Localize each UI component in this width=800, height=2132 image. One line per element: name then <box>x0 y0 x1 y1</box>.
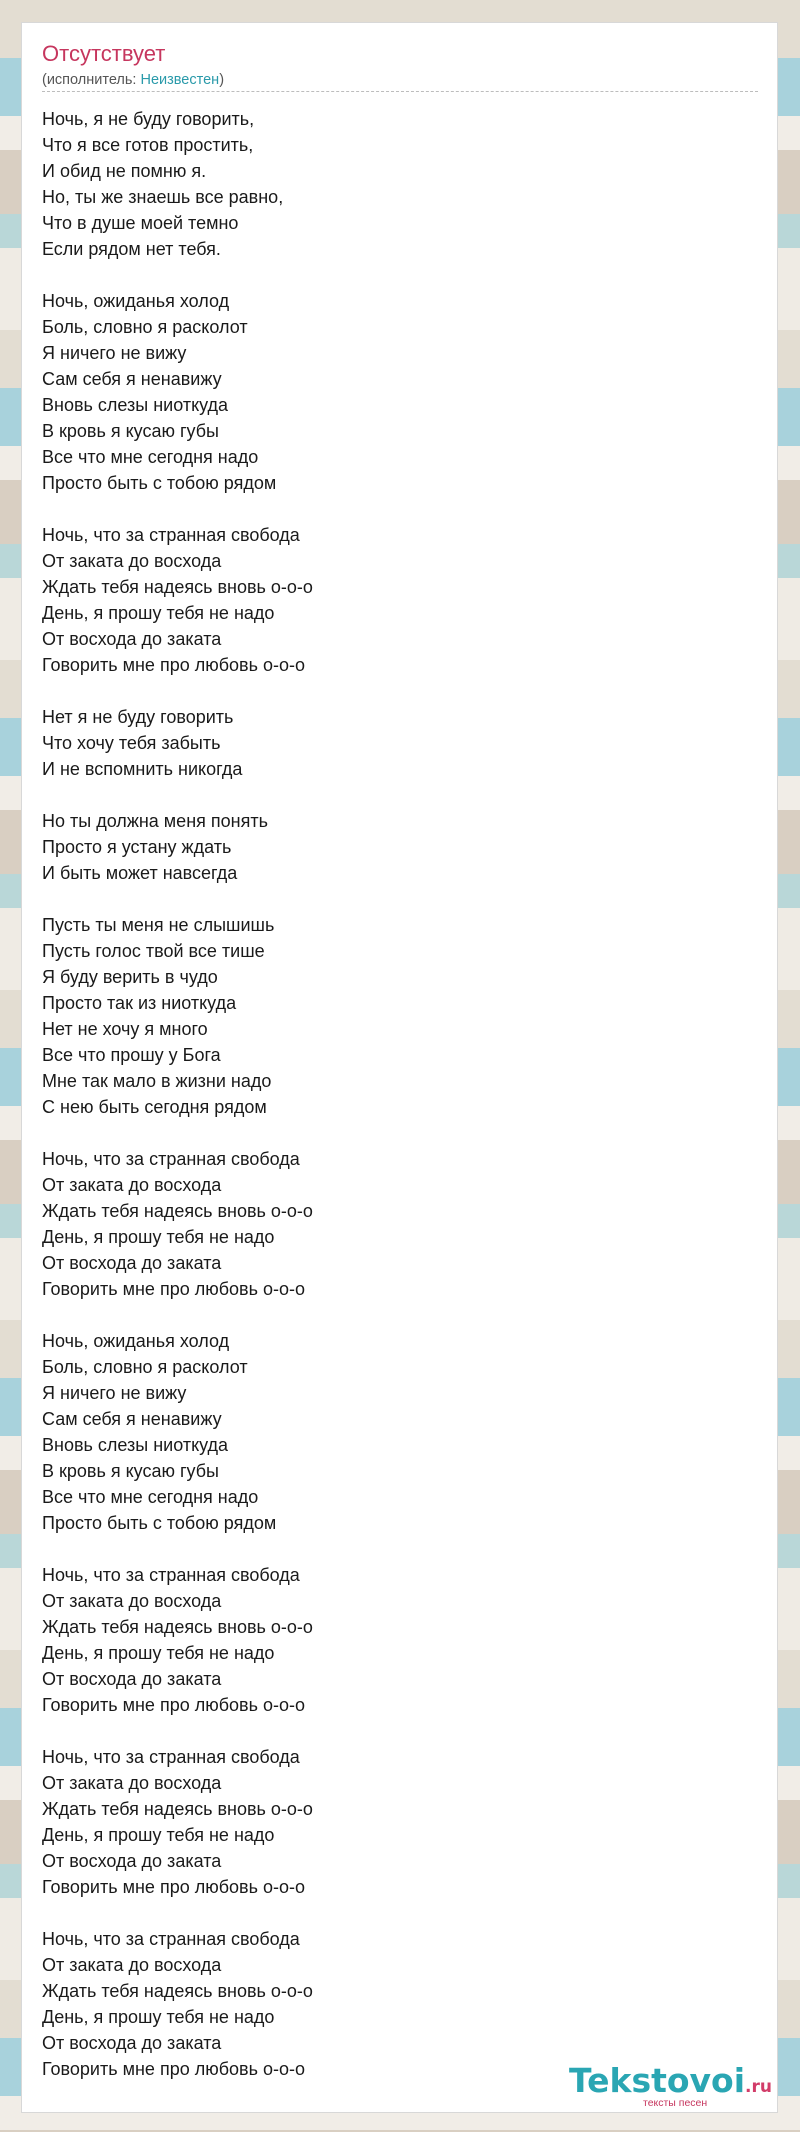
lyrics-line: Ночь, что за странная свобода <box>42 1929 300 1949</box>
lyrics-line: Ночь, что за странная свобода <box>42 1149 300 1169</box>
lyrics-line: Боль, словно я расколот <box>42 317 248 337</box>
lyrics-line: Сам себя я ненавижу <box>42 369 222 389</box>
lyrics-line: Ждать тебя надеясь вновь о-о-о <box>42 577 313 597</box>
lyrics-stanza <box>42 1328 758 1536</box>
lyrics-line: День, я прошу тебя не надо <box>42 1643 275 1663</box>
lyrics-line: Все что мне сегодня надо <box>42 1487 259 1507</box>
lyrics-line: От заката до восхода <box>42 551 222 571</box>
artist-link[interactable]: Неизвестен <box>140 72 220 88</box>
lyrics-stanza <box>42 808 758 886</box>
lyrics-line: День, я прошу тебя не надо <box>42 1825 275 1845</box>
lyrics-line: И не вспомнить никогда <box>42 759 243 779</box>
lyrics-line: От восхода до заката <box>42 1253 222 1273</box>
lyrics-stanza <box>42 1926 758 2082</box>
lyrics-line: День, я прошу тебя не надо <box>42 603 275 623</box>
lyrics-line: Говорить мне про любовь о-о-о <box>42 655 305 675</box>
lyrics-card <box>21 22 778 2113</box>
lyrics-line: От восхода до заката <box>42 2033 222 2053</box>
lyrics-line: Я ничего не вижу <box>42 343 187 363</box>
lyrics-line: Я ничего не вижу <box>42 1383 187 1403</box>
song-title: Отсутствует <box>42 41 166 66</box>
lyrics-line: От восхода до заката <box>42 1851 222 1871</box>
lyrics-line: И быть может навсегда <box>42 863 238 883</box>
lyrics-line: Ночь, что за странная свобода <box>42 1565 300 1585</box>
lyrics-line: Пусть ты меня не слышишь <box>42 915 275 935</box>
lyrics-line: Просто так из ниоткуда <box>42 993 237 1013</box>
lyrics-line: Вновь слезы ниоткуда <box>42 395 229 415</box>
lyrics-line: Я буду верить в чудо <box>42 967 218 987</box>
lyrics-line: От заката до восхода <box>42 1591 222 1611</box>
lyrics-line: Что в душе моей темно <box>42 213 239 233</box>
lyrics-line: Но ты должна меня понять <box>42 811 268 831</box>
logo-main-text: Tekstovoi <box>569 2061 746 2100</box>
lyrics-line: Говорить мне про любовь о-о-о <box>42 1695 305 1715</box>
lyrics-line: Говорить мне про любовь о-о-о <box>42 1877 305 1897</box>
lyrics-line: Нет я не буду говорить <box>42 707 234 727</box>
lyrics-line: Боль, словно я расколот <box>42 1357 248 1377</box>
lyrics-line: Сам себя я ненавижу <box>42 1409 222 1429</box>
lyrics-line: От заката до восхода <box>42 1955 222 1975</box>
lyrics-line: Все что прошу у Бога <box>42 1045 221 1065</box>
lyrics-line: Нет не хочу я много <box>42 1019 208 1039</box>
lyrics-line: В кровь я кусаю губы <box>42 1461 219 1481</box>
lyrics-line: Ночь, что за странная свобода <box>42 525 300 545</box>
lyrics-stanza <box>42 1744 758 1900</box>
lyrics-line: Что хочу тебя забыть <box>42 733 221 753</box>
lyrics-line: Говорить мне про любовь о-о-о <box>42 1279 305 1299</box>
lyrics-line: И обид не помню я. <box>42 161 207 181</box>
lyrics-stanza <box>42 106 758 262</box>
lyrics-line: День, я прошу тебя не надо <box>42 1227 275 1247</box>
lyrics-line: Ждать тебя надеясь вновь о-о-о <box>42 1981 313 2001</box>
lyrics-line: День, я прошу тебя не надо <box>42 2007 275 2027</box>
lyrics-line: Все что мне сегодня надо <box>42 447 259 467</box>
lyrics-stanza <box>42 704 758 782</box>
site-logo[interactable] <box>569 2061 772 2111</box>
lyrics-line: Просто я устану ждать <box>42 837 232 857</box>
lyrics-line: Если рядом нет тебя. <box>42 239 221 259</box>
lyrics-line: От заката до восхода <box>42 1773 222 1793</box>
lyrics-stanza <box>42 522 758 678</box>
lyrics-text <box>42 106 758 2108</box>
lyrics-line: Пусть голос твой все тише <box>42 941 265 961</box>
logo-subtitle: тексты песен <box>643 2097 708 2109</box>
lyrics-line: Что я все готов простить, <box>42 135 254 155</box>
lyrics-line: От заката до восхода <box>42 1175 222 1195</box>
lyrics-stanza <box>42 1562 758 1718</box>
lyrics-line: Говорить мне про любовь о-о-о <box>42 2059 305 2079</box>
lyrics-line: От восхода до заката <box>42 629 222 649</box>
lyrics-line: От восхода до заката <box>42 1669 222 1689</box>
lyrics-line: Ночь, что за странная свобода <box>42 1747 300 1767</box>
lyrics-line: Просто быть с тобою рядом <box>42 473 277 493</box>
lyrics-line: С нею быть сегодня рядом <box>42 1097 267 1117</box>
lyrics-line: Ночь, я не буду говорить, <box>42 109 255 129</box>
lyrics-stanza <box>42 912 758 1120</box>
logo-tld: .ru <box>745 2077 772 2097</box>
artist-line <box>42 72 758 92</box>
artist-suffix: ) <box>219 72 225 88</box>
lyrics-line: Ночь, ожиданья холод <box>42 291 230 311</box>
artist-prefix: (исполнитель: <box>42 72 141 88</box>
lyrics-line: Но, ты же знаешь все равно, <box>42 187 284 207</box>
lyrics-line: В кровь я кусаю губы <box>42 421 219 441</box>
lyrics-line: Ждать тебя надеясь вновь о-о-о <box>42 1617 313 1637</box>
lyrics-line: Ждать тебя надеясь вновь о-о-о <box>42 1201 313 1221</box>
lyrics-stanza <box>42 288 758 496</box>
lyrics-stanza <box>42 1146 758 1302</box>
lyrics-line: Вновь слезы ниоткуда <box>42 1435 229 1455</box>
lyrics-line: Ночь, ожиданья холод <box>42 1331 230 1351</box>
lyrics-line: Мне так мало в жизни надо <box>42 1071 272 1091</box>
lyrics-line: Ждать тебя надеясь вновь о-о-о <box>42 1799 313 1819</box>
lyrics-line: Просто быть с тобою рядом <box>42 1513 277 1533</box>
